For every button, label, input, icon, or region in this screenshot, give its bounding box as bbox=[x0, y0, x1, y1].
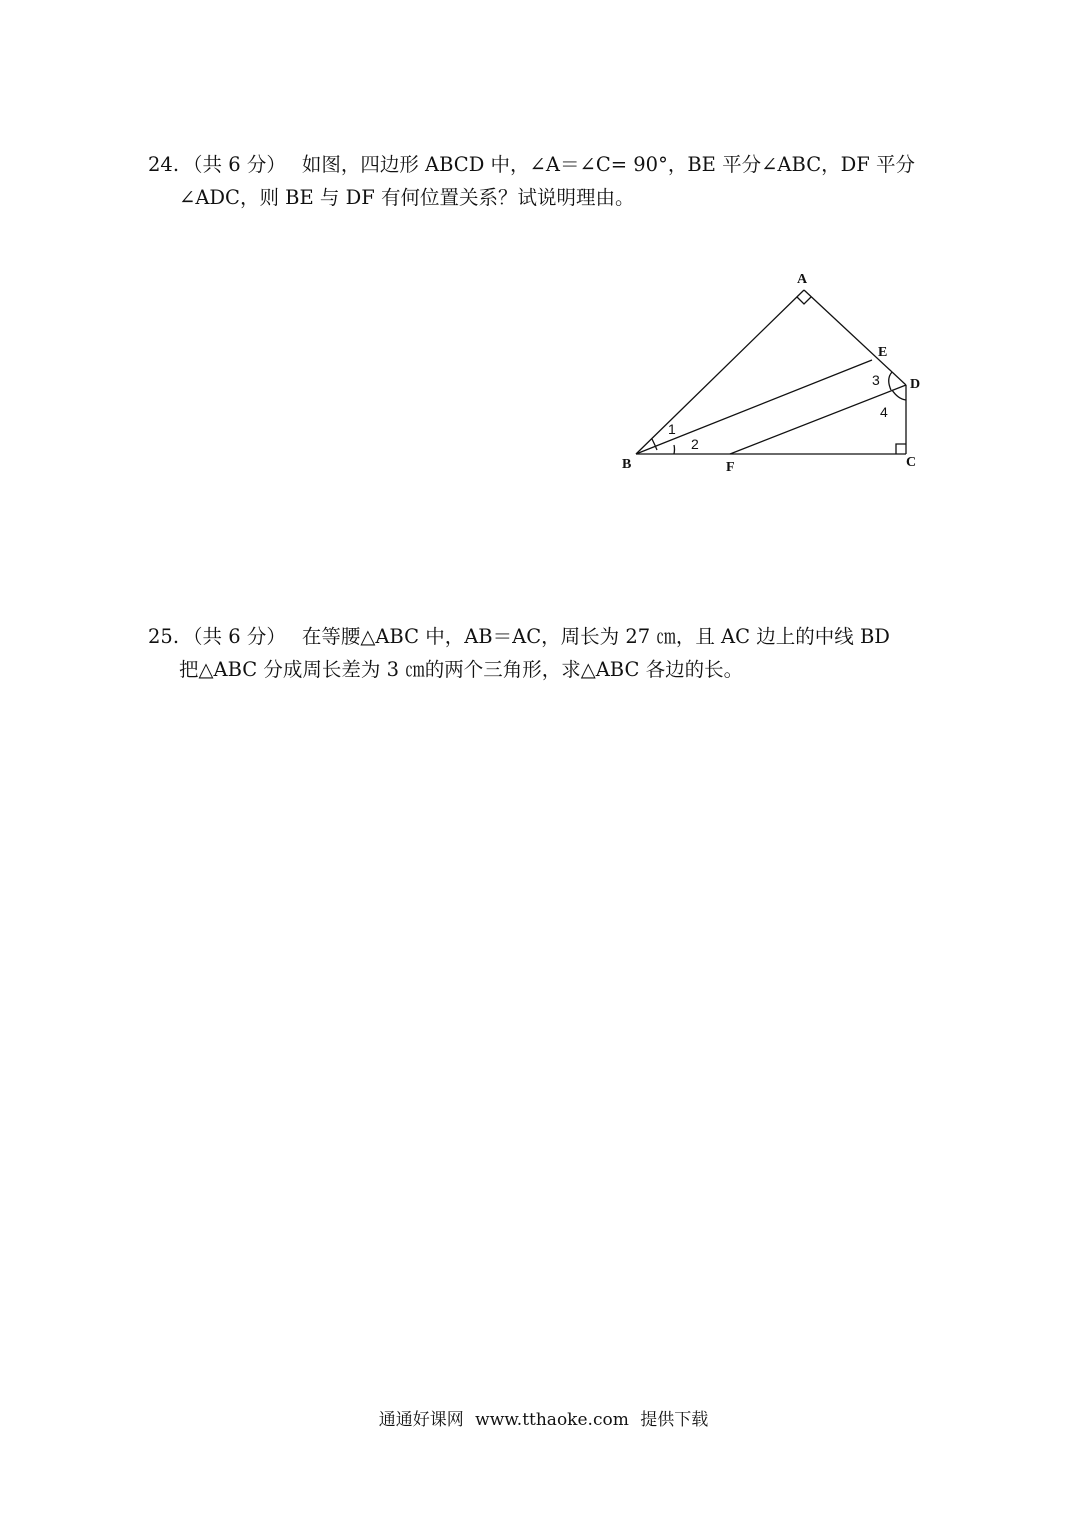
question-text: 如图，四边形 ABCD 中，∠A＝∠C= 90°，BE 平分∠ABC，DF 平分 bbox=[301, 153, 915, 176]
right-angle-mark-a bbox=[797, 297, 811, 304]
question-25-line-2: 把△ABC 分成周长差为 3 ㎝的两个三角形，求△ABC 各边的长。 bbox=[179, 658, 744, 681]
right-angle-mark-c bbox=[896, 444, 906, 454]
angle-arc-3 bbox=[889, 372, 892, 390]
point-label-c: C bbox=[906, 455, 917, 470]
footer-url: www.tthaoke.com bbox=[475, 1410, 629, 1430]
question-24 bbox=[148, 148, 948, 214]
question-25 bbox=[148, 620, 948, 686]
quadrilateral-diagram bbox=[600, 258, 940, 488]
segment-ad bbox=[804, 290, 906, 385]
segment-ab bbox=[636, 290, 804, 454]
question-number: 24. bbox=[148, 153, 180, 176]
point-label-a: A bbox=[797, 272, 808, 287]
angle-arc-1 bbox=[652, 439, 657, 450]
angle-arc-2 bbox=[674, 445, 675, 454]
point-label-b: B bbox=[622, 457, 632, 472]
segment-be bbox=[636, 360, 872, 454]
footer-suffix: 提供下载 bbox=[640, 1410, 709, 1430]
angle-arc-4 bbox=[892, 390, 906, 400]
question-score: （共 6 分） bbox=[183, 625, 286, 648]
point-label-e: E bbox=[878, 345, 888, 360]
footer-site-name: 通通好课网 bbox=[378, 1410, 464, 1430]
question-24-line-1 bbox=[148, 148, 948, 181]
question-text: 在等腰△ABC 中，AB＝AC，周长为 27 ㎝，且 AC 边上的中线 BD bbox=[301, 625, 890, 648]
geometry-figure bbox=[600, 258, 940, 488]
question-24-line-2: ∠ADC，则 BE 与 DF 有何位置关系？试说明理由。 bbox=[179, 186, 635, 209]
page-footer bbox=[0, 1408, 1087, 1432]
angle-label-2: 2 bbox=[691, 436, 699, 452]
question-number: 25. bbox=[148, 625, 180, 648]
angle-label-1: 1 bbox=[668, 421, 676, 437]
question-score: （共 6 分） bbox=[183, 153, 286, 176]
point-label-f: F bbox=[726, 460, 735, 475]
question-25-line-1 bbox=[148, 620, 948, 653]
point-label-d: D bbox=[910, 377, 921, 392]
angle-label-4: 4 bbox=[880, 404, 888, 420]
angle-label-3: 3 bbox=[872, 372, 880, 388]
